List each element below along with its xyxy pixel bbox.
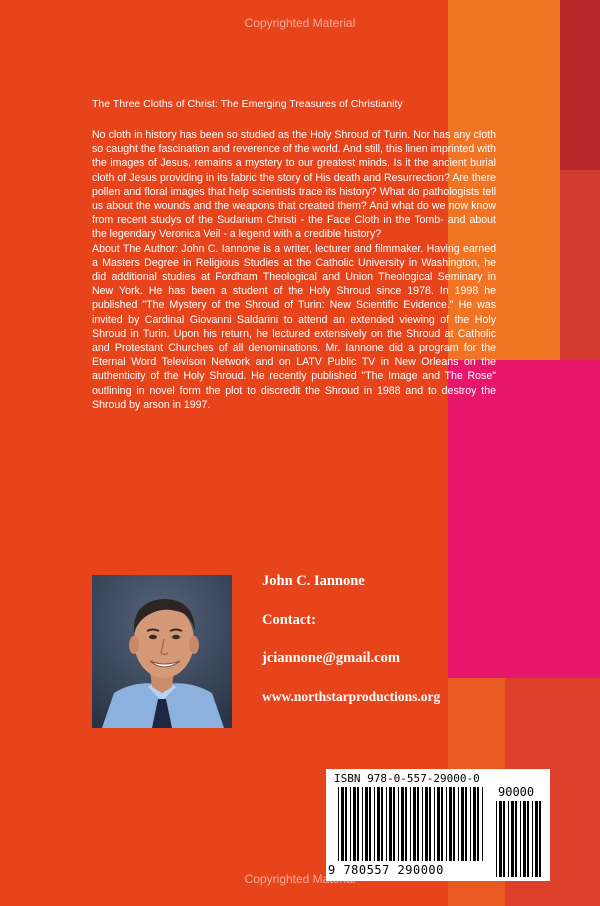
- barcode-bar: [393, 787, 395, 861]
- barcode-bar: [374, 787, 375, 861]
- barcode-bar: [422, 787, 423, 861]
- barcode-bar: [389, 787, 392, 861]
- author-photo: [92, 575, 232, 728]
- barcode-bar: [535, 801, 538, 877]
- isbn-barcode: [326, 769, 550, 881]
- barcode-bar: [539, 801, 541, 877]
- barcode-bar: [458, 787, 459, 861]
- barcode-bar: [357, 787, 359, 861]
- barcode-bar: [511, 801, 514, 877]
- barcode-bar: [413, 787, 416, 861]
- barcode-bar: [417, 787, 419, 861]
- barcode-bar: [520, 801, 521, 877]
- barcode-bar: [437, 787, 440, 861]
- barcode-bar: [401, 787, 404, 861]
- barcode-bar: [386, 787, 387, 861]
- book-description: [92, 128, 496, 412]
- author-email: jciannone@gmail.com: [262, 650, 400, 666]
- barcode-bar: [338, 787, 339, 861]
- barcode-bar: [446, 787, 447, 861]
- barcode-addon-bars: [496, 801, 541, 877]
- barcode-bar: [470, 787, 471, 861]
- barcode-bar: [441, 787, 443, 861]
- barcode-bar: [345, 787, 347, 861]
- barcode-bar: [527, 801, 529, 877]
- barcode-bar: [523, 801, 526, 877]
- contact-label: Contact:: [262, 612, 316, 628]
- barcode-bar: [381, 787, 383, 861]
- about-author-paragraph: About The Author: John C. Iannone is a writer, lecturer and filmmaker. Having earned a Masters Degree in Religious Studies at the Catholic University in Washington, he did additional studies at Fordham Theological and Union Theological Seminary in New York. He has been a student of the Holy Shroud since 1978. In 1998 he published "The Mystery of the Shroud of Turin: New Scientific Evidence." He was invited by Cardinal Giovanni Saldarini to attend an extended viewing of the Holy Shroud in Turin. Upon his return, he lectured extensively on the Shroud at Catholic and Protestant Churches of all denominations. Mr. Iannone did a program for the Eternal Word Televison Network and on LATV Public TV in New Orleans on the authenticity of the Holy Shroud. He recently published "The Image and The Rose" outlining in novel form the plot to discredit the Shroud in 1988 and to destroy the Shroud by arson in 1997.: [92, 242, 496, 411]
- barcode-bar: [465, 787, 467, 861]
- barcode-bar: [499, 801, 502, 877]
- barcode-bar: [353, 787, 356, 861]
- barcode-bar: [496, 801, 497, 877]
- barcode-bar: [434, 787, 435, 861]
- author-name: John C. Iannone: [262, 573, 365, 589]
- barcode-bar: [461, 787, 464, 861]
- isbn-label: ISBN 978-0-557-29000-0: [334, 772, 480, 785]
- barcode-bar: [341, 787, 344, 861]
- barcode-bar: [453, 787, 455, 861]
- barcode-bar: [482, 787, 483, 861]
- watermark-bottom: Copyrighted Material: [244, 872, 356, 886]
- barcode-bar: [350, 787, 351, 861]
- author-website: www.northstarproductions.org: [262, 689, 441, 704]
- barcode-bar: [377, 787, 380, 861]
- barcode-digits: 9 780557 290000: [328, 863, 444, 877]
- watermark-top: Copyrighted Material: [244, 16, 356, 30]
- barcode-bar: [515, 801, 517, 877]
- author-portrait-image: [92, 575, 232, 728]
- barcode-addon-digits: 90000: [498, 785, 535, 799]
- barcode-bar: [429, 787, 431, 861]
- barcode-bar: [425, 787, 428, 861]
- barcode-bar: [503, 801, 505, 877]
- book-title: The Three Cloths of Christ: The Emerging Treasures of Christianity: [92, 98, 403, 110]
- barcode-bar: [369, 787, 371, 861]
- red-color-block: [560, 170, 600, 360]
- barcode-bar: [449, 787, 452, 861]
- barcode-bar: [410, 787, 411, 861]
- barcode-bar: [473, 787, 476, 861]
- barcode-bar: [398, 787, 399, 861]
- barcode-bar: [508, 801, 509, 877]
- description-paragraph: No cloth in history has been so studied as the Holy Shroud of Turin. Nor has any cloth so caught the fascination and reverence of the world. And still, this linen imprinted with the images of Jesus, remains a mystery to our greatest minds. Is it the ancient burial cloth of Jesus providing in its fabric the story of His death and Resurrection? Are there pollen and floral images that help scientists trace its history? What do pathologists tell us about the wounds and the weapons that created them? And what do we now know from recent studys of the Sudarium Christi - the Face Cloth in the Tomb- and about the legendary Veronica Veil - a legend with a credible history?: [92, 129, 496, 241]
- barcode-bar: [405, 787, 407, 861]
- barcode-bar: [477, 787, 479, 861]
- barcode-bar: [362, 787, 363, 861]
- barcode-main-bars: [338, 787, 483, 861]
- barcode-bar: [532, 801, 533, 877]
- barcode-bar: [365, 787, 368, 861]
